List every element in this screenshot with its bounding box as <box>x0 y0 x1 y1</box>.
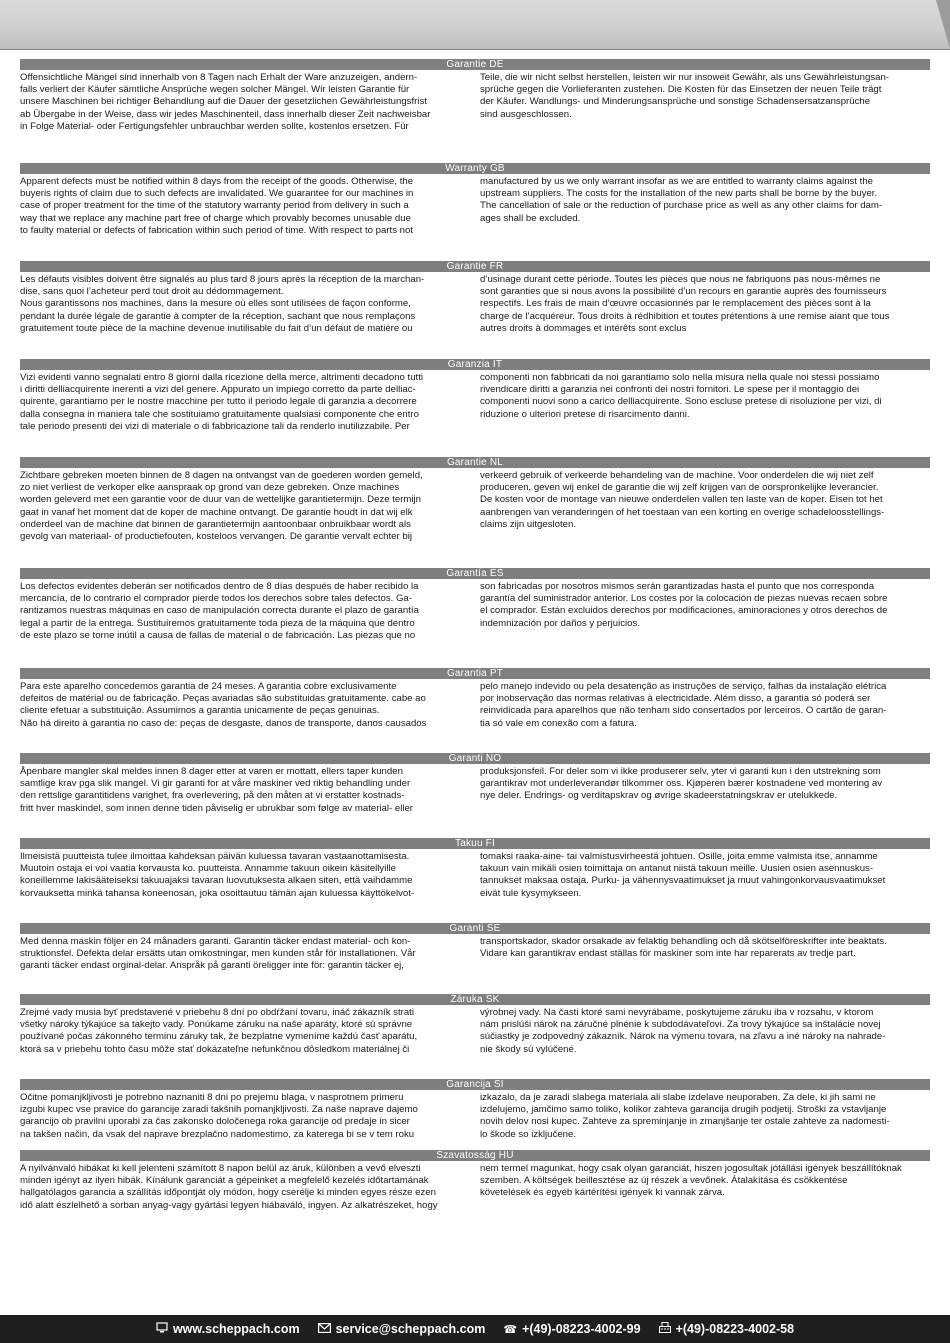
section-text-left: Para este aparelho concedemos garantia de 24 meses. A garantia cobre exclusivamente defeitos de matérial ou de fabricação. Peças avariadas são substituidas gratuitamente. cabe ao cliente efetuar a substituição. Assumimos a garantia unicamente de peças genuinas. Não há direito à garantia no caso de: peças de desgaste, danos de transporte, danos causados <box>20 681 427 729</box>
section-text-right: Teile, die wir nicht selbst herstellen, leisten wir nur insoweit Gewähr, als uns Gewährleistungsan- sprüche gegen die Vorlieferanten zustehen. Die Kosten für das Einsetzen der neuen Teile trägt der Käufer. Wandlungs- und Minderungsansprüche und sonstige Schadensersatzansprüche sind ausgeschlossen. <box>480 72 889 120</box>
section-es <box>20 568 930 641</box>
section-text-left: Ilmeisistä puutteista tulee ilmoittaa kahdeksan päivän kuluessa tavaran vastaanottamisesta. Muutoin ostaja ei voi vaatia korvausta ko. puutteista. Annamme takuun oikein käsitellyille koneillemme lakisääteiseksi takuuajaksi tavaran luovutuksesta alkaen siten, että vaihdamme korvauksetta minkä tahansa koneenosan, joka osoittautuu tämän ajan kuluessa käyttökelvot- <box>20 851 415 899</box>
section-no <box>20 753 930 814</box>
section-text-right: verkeerd gebruik of verkeerde behandeling van de machine. Voor onderdelen die wij niet zelf produceren, geven wij enkel de garantie die wij zelf krijgen van de oorspronkelijke leverancier. De kosten voor de montage van nieuwe onderdelen vallen ten laste van de koper. Eisen tot het aanbrengen van veranderingen of het toestaan van een korting en overige schadeloosstellings- claims zijn uitgesloten. <box>480 470 885 530</box>
section-text-right: produksjonsfeil. For deler som vi ikke produserer selv, yter vi garanti kun i den utstrekning som garantikrav mot underleverandør tilkommer oss. Kjøperen bærer kostnadene ved montering av nye deler. Endrings- og verditapskrav og øvrige skadeerstatningskrav er utelukkede. <box>480 766 883 802</box>
section-text-left: Apparent defects must be notified within 8 days from the receipt of the goods. Otherwise, the buyeris rights of claim due to such defects are invalidated. We guarantee for our machines in case of proper treatment for the time of the statutory warranty period from delivery in such a way that we replace any machine part free of charge which provably becomes unusable due to faulty material or defects of fabrication within such period of time. With respect to parts not <box>20 176 414 236</box>
section-title: Garanti SE <box>20 923 930 934</box>
section-fi <box>20 838 930 899</box>
email-text: service@scheppach.com <box>335 1322 486 1336</box>
section-gb <box>20 163 930 236</box>
section-title: Záruka SK <box>20 994 930 1005</box>
section-title: Garantie DE <box>20 59 930 70</box>
section-text-left: Očitne pomanjkljivosti je potrebno naznaniti 8 dni po prejemu blaga, v nasprotnem primeru izgubi kupec vse pravice do garancije zaradi takšnih pomanjkljivosti. Za naše naprave dajemo garancijo ob pravilni uporabi za čas zakonsko določenega roka garancije od predaje in sicer na takšen način, da vsak del naprave brezplačno nadomestimo, za katerega bi se v tem roku <box>20 1092 418 1140</box>
section-pt <box>20 668 930 729</box>
section-text-right: izkazalo, da je zaradi slabega materiala ali slabe izdelave neuporaben. Za dele, ki jih sami ne izdelujemo, jamčimo samo toliko, kolikor zahteva garancija drugih podjetij. Stroški za vstavljanje novih delov nosi kupec. Zahteve za spreminjanje in zmanjšanje ter ostale zahteve za nadomesti- lo škode so izključene. <box>480 1092 890 1140</box>
section-title: Garanzia IT <box>20 359 930 370</box>
section-text-right: componenti non fabbricati da noi garantiamo solo nella misura nella quale noi stessi possiamo rivendicare diritti a garanzia nei confronti dei nostri fornitori. Le spese per il montaggio dei componenti nuovi sono a carico delliacquirente. Sono escluse pretese di risoluzione per vizi, di riduzione o ulteriori pretese di risarcimento danni. <box>480 372 882 420</box>
section-sk <box>20 994 930 1055</box>
section-text-right: tomaksi raaka-aine- tai valmistusvirheestä johtuen. Osille, joita emme valmista itse, annamme takuun vain mikäli osien toimittaja on antanut niistä takuun meille. Uusien osien asennuskus- tannukset maksaa ostaja. Purku- ja vähennysvaatimukset ja muut vahingonkorvausvaatimukset eivät tule kysymykseen. <box>480 851 886 899</box>
section-title: Szavatosság HU <box>20 1150 930 1161</box>
section-text-left: Los defectos evidentes deberán ser notificados dentro de 8 días después de haber recibido la mercancía, de lo contrario el comprador pierde todos los derechos sobre tales defectos. Ga- rantizamos nuestras máquinas en caso de manipulación correcta durante el plazo de garantía legal a partir de la entrega. Sustituiremos gratuitamente toda pieza de la máquina que dentro de este plazo se torne inútil a causa de fallas de material o de fabricación. Las piezas que no <box>20 581 419 641</box>
header-band <box>0 0 950 50</box>
section-text-right: son fabricadas por nosotros mismos serán garantizadas hasta el punto que nos corresponda garantía del suministrador anterior. Los costes por la colocación de piezas nuevas recaen sobre el comprador. Están excluidos derechos por modificaciones, aminoraciones y otros derechos de indemnización por daños y perjuicios. <box>480 581 888 629</box>
section-text-left: Åpenbare mangler skal meldes innen 8 dager etter at varen er mottatt, ellers taper kunden samtlige krav pga slik mangel. Vi gir garanti for at våre maskiner ved riktig behandling under den rettslige garantitidens varighet, fra overlevering, på den måten at vi erstatter kostnads- fritt hver maskindel, som innen denne tiden påviselig er ubrukbar som følge av material- eller <box>20 766 413 814</box>
section-title: Garantía ES <box>20 568 930 579</box>
contact-footer <box>0 1315 950 1343</box>
website-text: www.scheppach.com <box>172 1322 300 1336</box>
section-title: Garantie NL <box>20 457 930 468</box>
section-title: Garancija SI <box>20 1079 930 1090</box>
section-title: Takuu FI <box>20 838 930 849</box>
section-text-right: manufactured by us we only warrant insofar as we are entitled to warranty claims against the upstream suppliers. The costs for the installation of the new parts shall be borne by the buyer. The cancellation of sale or the reduction of purchase price as well as any other claims for dam- ages shall be excluded. <box>480 176 883 224</box>
section-hu <box>20 1150 930 1211</box>
section-text-left: Med denna maskin följer en 24 månaders garanti. Garantin täcker endast material- och kon- struktionsfel. Defekta delar ersätts utan omkostningar, men kunden står för installationen. Vår garanti täcker endast orginal-delar. Anspråk på garanti öreligger inte för: garantin täcker ej, <box>20 936 416 972</box>
section-text-left: Zrejmé vady musia byť predstavené v priebehu 8 dní po obdŕžaní tovaru, ináč zákazník strati všetky nároky týkajúce sa takejto vady. Ponúkame záruku na naše aparáty, ktoré sú správne používané počas zákonného terminu záruky tak, že bezplatne vymeníme každú časť aparátu, ktorá sa v priebehu tohto času môže stať dokázateľne nefunkčnou dôsledkom materiálnej či <box>20 1007 418 1055</box>
section-fr <box>20 261 930 334</box>
section-nl <box>20 457 930 543</box>
section-title: Garanti NO <box>20 753 930 764</box>
section-title: Garantie FR <box>20 261 930 272</box>
section-text-left: Les défauts visibles doivent être signalés au plus tard 8 jours après la réception de la marchan- dise, sans quoi l’acheteur perd tout droit au dédommagement. Nous garantissons nos machines, dans la mesure où elles sont utilisées de façon conforme, pendant la durée légale de garantie à compter de la réception, sachant que nous remplaçons gratuitement toute pièce de la machine devenue inutilisable du fait d’un défaut de matière ou <box>20 274 425 334</box>
website-link[interactable] <box>156 1322 300 1336</box>
section-text-right: d’usinage durant cette période. Toutes les pièces que nous ne fabriquons pas nous-mêmes ne sont garanties que si nous avons la possibilité d’un recours en garantie auprès des fournisseurs respectifs. Les frais de main d’œuvre occasionnés par le remplacement des pièces sont à la charge de l’acquéreur. Tous droits à rédhibition et toutes prétentions à une remise aiant que tous autres droits à dommages et intérêts sont exclus <box>480 274 890 334</box>
section-text-right: pelo manejo indevido ou pela desatenção as instruções de serviço, falhas da instalação elétrica por inobservação das normas relativas à electricidade. Além disso, a garantia só poderá ser reinvidicada para aparelhos que não tenham sido consertados por lerceiros. O cartão de garan- tia só vale em conexão com a fatura. <box>480 681 887 729</box>
section-se <box>20 923 930 972</box>
section-si <box>20 1079 930 1140</box>
section-title: Warranty GB <box>20 163 930 174</box>
computer-icon <box>156 1322 168 1336</box>
section-text-right: transportskador, skador orsakade av felaktig behandling och då skötselföreskrifter inte beaktats. Vidare kan garantikrav endast ställas för maskiner som inte har reparerats av tredje part. <box>480 936 887 960</box>
phone-number[interactable] <box>503 1322 640 1336</box>
section-text-left: Vizi evidenti vanno segnalati entro 8 giorni dalla ricezione della merce, altrimenti decadono tutti i diritti delliacquirente inerenti a vizi del genere. Appurato un impiego corretto da parte delliac- quirente, garantiamo per le nostre macchine per tutto il periodo legale di garanzia a decorrere dalla consegna in maniera tale che sostituiamo gratuitamente qualsiasi componente che entro tale periodo presenti dei vizi di materiale o di fabbricazione tali da renderlo inutilizzabile. Per <box>20 372 423 432</box>
section-title: Garantia PT <box>20 668 930 679</box>
telephone-icon: ☎ <box>503 1323 518 1336</box>
fax-text: +(49)-08223-4002-58 <box>675 1322 795 1336</box>
section-text-left: A nyilvánvaló hibákat ki kell jelenteni számított 8 napon belül az áruk, különben a vevő elveszti minden igényt az ilyen hibák. Kínálunk garanciát a gépeinket a megfelelő kezelés időtartamának hallgatólagos garancia a szállítás időpontját oly módon, hogy cserélje ki minden egyes része ezen idő alatt észlelhető a sorban anyag-vagy gyártási legyen hiábaváló, ingyen. Az alkatrészeket, hogy <box>20 1163 438 1211</box>
section-it <box>20 359 930 432</box>
section-text-right: nem termel magunkat, hogy csak olyan garanciát, hiszen jogosultak jótállási igények beszállítóknak szemben. A költségek beillesztése az új részek a vevőnek. Átalakítása és csökkentése követelések és egyéb kártérítési igények ki vannak zárva. <box>480 1163 902 1199</box>
section-de <box>20 59 930 132</box>
fax-number[interactable] <box>659 1322 795 1336</box>
section-text-left: Offensichtliche Mängel sind innerhalb von 8 Tagen nach Erhalt der Ware anzuzeigen, andern- falls verliert der Käufer sämtliche Ansprüche wegen solcher Mängel. Wir leisten Garantie für unsere Maschinen bei richtiger Behandlung auf die Dauer der gesetzlichen Gewährleistungsfrist ab Übergabe in der Weise, dass wir jedes Maschinenteil, dass innerhalb dieser Zeit nachweisbar in Folge Material- oder Fertigungsfehler unbrauchbar werden sollte, kostenlos ersetzen. Für <box>20 72 431 132</box>
phone-text: +(49)-08223-4002-99 <box>522 1322 641 1336</box>
fax-icon <box>659 1322 671 1336</box>
email-link[interactable] <box>318 1322 486 1336</box>
section-text-left: Zichtbare gebreken moeten binnen de 8 dagen na ontvangst van de goederen worden gemeld, zo niet verliest de verkoper elke aanspraak op grond van deze gebreken. Onze machines worden geleverd met een garantie voor de duur van de wettelijke garantietermijn. Deze termijn gaat in vanaf het moment dat de koper de machine ontvangt. De garantie houdt in dat wij elk onderdeel van de machine dat binnen de garantietermijn aantoonbaar onbruikbaar wordt als gevolg van materiaal- of productiefouten, kosteloos vervangen. De garantie vervalt echter bij <box>20 470 423 543</box>
envelope-icon <box>318 1323 331 1336</box>
header-band-corner <box>936 0 950 49</box>
section-text-right: výrobnej vady. Na časti ktoré sami nevyrábame, poskytujeme záruku iba v rozsahu, v ktorom nám prislúši nárok na záručné plnénie k subdodávateľovi. Za trovy týkajúce sa inštalácie novej súčiastky je zodpovedný zákazník. Nárok na výmenu tovara, na zľavu a iné nároky na nahrade- nie škody sú vylúčené. <box>480 1007 886 1055</box>
